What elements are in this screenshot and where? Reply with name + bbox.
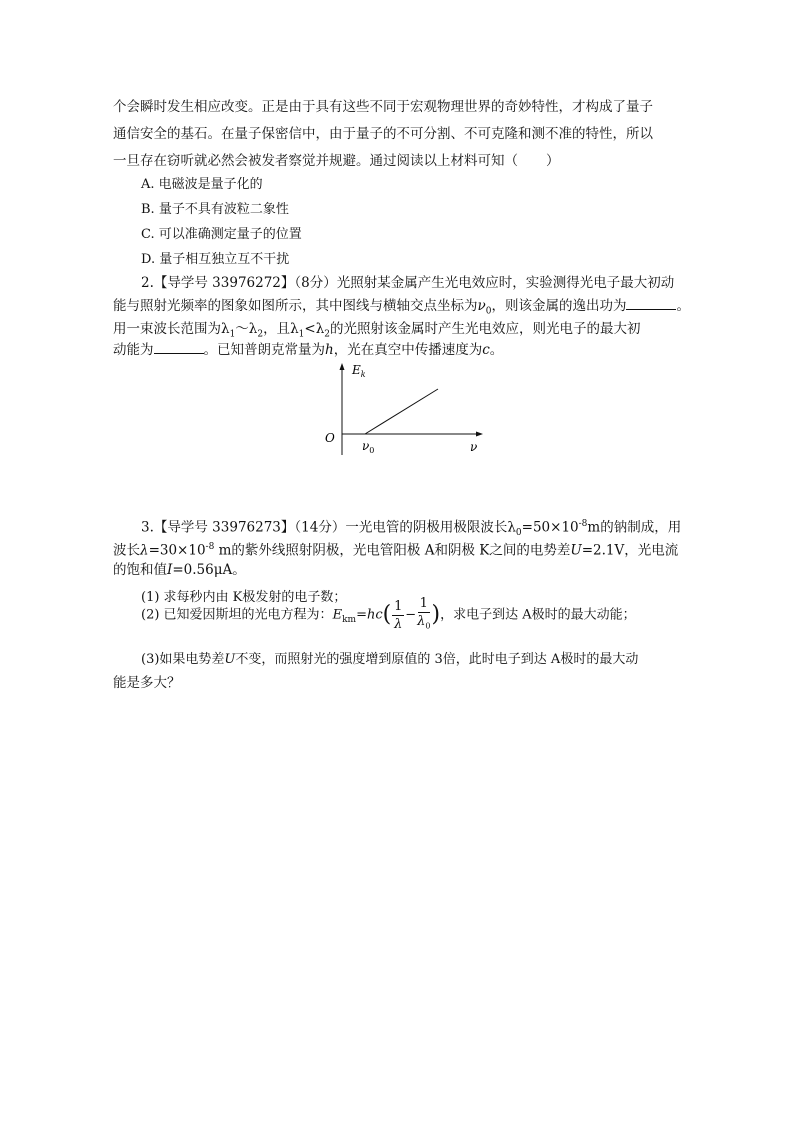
voltage-symbol: U	[570, 542, 582, 559]
q3-line-1-text-a: （14分）一光电管的阴极用极限波长	[294, 519, 508, 536]
q2-line-2-text-b: ，则该金属的逸出功为	[491, 298, 627, 314]
ek-frequency-graph	[320, 360, 490, 460]
q2-line-4-text-b: 。已知普朗克常量为	[203, 342, 325, 358]
q3-line-2-text-d: =2.1V，光电流	[581, 542, 679, 559]
q2-line-4-text-c: ，光在真空中传播速度为	[333, 342, 483, 358]
q2-line-1-text: （8分）光照射某金属产生光电效应时，实验测得光电子最大初动	[294, 275, 675, 291]
q3-line-2-text-b: =30×10	[148, 542, 206, 559]
nu0-symbol: ν	[477, 298, 486, 314]
fraction-2-lambda: λ	[417, 614, 426, 630]
lambda2-subscript: 2	[257, 329, 264, 340]
x-tick-nu0: $\nu_0$	[362, 439, 375, 455]
q3-line-2-text-c: m的紫外线照射阴极，光电管阳极 A和阴极 K之间的电势差	[214, 542, 571, 559]
ek-symbol: E	[332, 607, 343, 623]
q3-sub-1: (1) 求每秒内由 K极发射的电子数；	[141, 590, 347, 605]
q2-line-3-text-a: 用一束波长范围为	[113, 321, 221, 337]
option-a: A. 电磁波是量子化的	[141, 177, 263, 192]
less-than-symbol: <	[304, 321, 316, 337]
x-axis-label: ν	[470, 440, 478, 454]
q2-line-4	[113, 340, 503, 360]
lambda2-symbol-b: λ	[315, 321, 325, 337]
option-d: D. 量子相互独立互不干扰	[141, 252, 290, 267]
lambda0-symbol: λ	[507, 519, 516, 536]
q3-line-2-text-a: 波长	[113, 542, 140, 559]
lambda2-symbol: λ	[248, 321, 258, 337]
fraction-1-over-lambda	[392, 598, 404, 633]
fraction-1-over-lambda0	[417, 595, 430, 635]
passage-line-3	[113, 151, 560, 171]
equals-sign: =	[356, 607, 367, 623]
q3-sub-3-line-2: 能是多大？	[113, 675, 181, 691]
q3-line-2	[113, 537, 678, 561]
lambda1-subscript-b: 1	[298, 329, 305, 340]
q2-line-4-end: 。	[489, 342, 504, 358]
graph-line	[365, 389, 438, 434]
lambda1-subscript: 1	[229, 329, 236, 340]
left-paren: (	[382, 602, 392, 627]
q3-sub-2-text-a: (2) 已知爱因斯坦的光电方程为：	[141, 607, 333, 623]
option-c: C. 可以准确测定量子的位置	[141, 227, 302, 242]
q2-number: 2.	[141, 275, 154, 291]
passage-line-1: 个会瞬时发生相应改变。正是由于具有这些不同于宏观物理世界的奇妙特性，才构成了量子	[113, 99, 653, 115]
q3-line-3-text-b: =0.56μA。	[172, 562, 246, 578]
fraction-2-numerator: 1	[419, 596, 428, 612]
right-paren: )	[431, 602, 441, 627]
q3-sub-2-text-b: ，求电子到达 A极时的最大动能；	[440, 607, 636, 623]
exponent-2: -8	[205, 542, 215, 552]
q2-tag: 【导学号 33976272】	[153, 275, 295, 291]
q3-line-3-text-a: 的饱和值	[113, 562, 167, 578]
fraction-2-subscript: 0	[425, 621, 431, 631]
fraction-1-denominator: λ	[394, 616, 403, 632]
q2-line-2	[113, 296, 690, 322]
q3-line-3	[113, 560, 246, 580]
minus-sign: −	[405, 607, 417, 623]
q2-line-2-end: 。	[676, 298, 690, 314]
blank-work-function	[626, 296, 676, 310]
passage-line-3-text: 一旦存在窃听就必然会被发者察觉并规避。通过阅读以上材料可知（	[113, 153, 518, 169]
q3-number: 3.	[141, 519, 154, 536]
q3-sub-3-text-a: (3)如果电势差	[141, 652, 225, 667]
exponent-1: -8	[578, 519, 588, 529]
q2-line-2-text-a: 能与照射光频率的图象如图所示，其中图线与横轴交点坐标为	[113, 298, 478, 314]
q2-line-3-text-b: ，且	[263, 321, 291, 337]
current-symbol: I	[167, 562, 173, 578]
blank-max-kinetic-energy	[154, 340, 204, 354]
y-axis-arrow	[340, 363, 345, 370]
lambda-symbol: λ	[140, 542, 149, 559]
option-b: B. 量子不具有波粒二象性	[141, 202, 289, 217]
q3-sub-3-line-1	[141, 650, 638, 670]
light-speed-symbol: c	[482, 342, 490, 358]
passage-line-2: 通信安全的基石。在量子保密信中，由于量子的不可分割、不可克隆和测不准的特性，所以	[113, 126, 653, 142]
q3-sub-3-text-b: 不变，而照射光的强度增到原值的 3倍，此时电子到达 A极时的最大动	[235, 652, 639, 667]
ek-subscript: km	[342, 615, 357, 626]
origin-label: O	[325, 431, 335, 445]
q2-line-3-text-c: 的光照射该金属时产生光电效应，则光电子的最大初	[330, 321, 641, 337]
q3-tag: 【导学号 33976273】	[153, 519, 295, 536]
hc-symbol: hc	[366, 607, 383, 623]
q3-line-1-text-c: m的钠制成，用	[587, 519, 682, 536]
lambda1-symbol-b: λ	[290, 321, 299, 337]
lambda2-subscript-b: 2	[324, 329, 330, 340]
nu0-subscript: 0	[485, 306, 492, 317]
y-axis-label: $E_k$	[352, 363, 366, 379]
x-axis-arrow	[476, 432, 483, 437]
fraction-2-denominator	[417, 613, 430, 635]
fraction-1-numerator: 1	[394, 598, 403, 614]
lambda1-symbol: λ	[221, 321, 230, 337]
q2-line-1	[141, 273, 674, 293]
q3-sub-2	[141, 595, 636, 640]
tilde-symbol: ～	[235, 321, 249, 337]
passage-line-3-close: ）	[546, 153, 560, 169]
q2-line-4-text-a: 动能为	[113, 342, 154, 358]
lambda0-subscript: 0	[515, 528, 522, 539]
planck-symbol: h	[325, 342, 334, 358]
voltage-symbol-2: U	[224, 652, 236, 667]
q3-line-1-text-b: =50×10	[521, 519, 579, 536]
